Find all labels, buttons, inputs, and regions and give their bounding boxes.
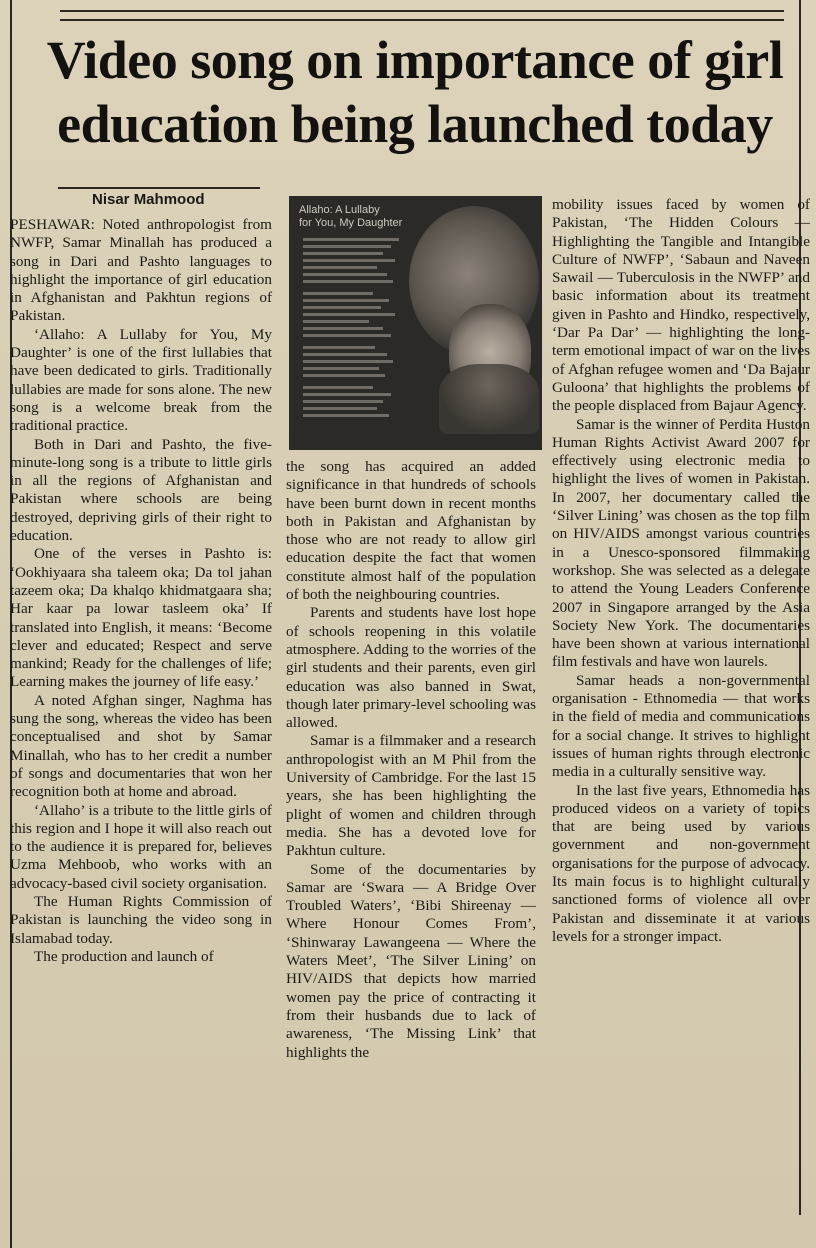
lyric-text-line bbox=[303, 252, 383, 255]
photo-caption-line-1: Allaho: A Lullaby bbox=[299, 204, 380, 216]
lyric-text-line bbox=[303, 393, 391, 396]
lyric-text-line bbox=[303, 273, 387, 276]
byline: Nisar Mahmood bbox=[92, 191, 205, 208]
lyric-text-line bbox=[303, 346, 375, 349]
paragraph: The Human Rights Commission of Pakistan is launching the video song in Islamabad today. bbox=[10, 892, 272, 947]
paragraph: Some of the documentaries by Samar are ‘Swara — A Bridge Over Troubled Waters’, ‘Bibi Shireenay — Where Honour Comes From’, ‘Shinwaray Lawangeena — Where the Waters Meet’, ‘The Silver Lining’ on HIV/AIDS that depicts how married women pay the price of contracting it from their husbands due to lack of awareness, ‘The Missing Link’ that highlights the bbox=[286, 860, 536, 1061]
lyric-text-line bbox=[303, 334, 391, 337]
lyric-text-line bbox=[303, 367, 379, 370]
lyric-text-line bbox=[303, 299, 389, 302]
article-photo bbox=[289, 196, 542, 450]
photo-caption bbox=[299, 204, 402, 230]
lyric-text-line bbox=[303, 292, 373, 295]
lyric-text-line bbox=[303, 407, 377, 410]
lyric-text-line bbox=[303, 238, 399, 241]
paragraph: Samar heads a non-governmental organisation - Ethnomedia — that works in the field of media and communications for a social change. It strives to highlight issues of human rights through electronic media in a culturally sensitive way. bbox=[552, 671, 810, 781]
paragraph: Parents and students have lost hope of schools reopening in this volatile atmosphere. Adding to the worries of the girl students and their parents, even girl education was also banned in Swat, though later primary-level schooling was allowed. bbox=[286, 604, 536, 732]
paragraph: A noted Afghan singer, Naghma has sung the song, whereas the video has been conceptualised and shot by Samar Minallah, who has to her credit a number of songs and documentaries that won her recognition both at home and abroad. bbox=[10, 691, 272, 801]
paragraph: the song has acquired an added significance in that hundreds of schools have been burnt down in recent months both in Pakistan and Afghanistan by those who are not ready to allow girl education despite the fact that women constitute almost half of the population of both the neighbouring countries. bbox=[286, 458, 536, 604]
lyric-text-line bbox=[303, 306, 381, 309]
paragraph: ‘Allaho: A Lullaby for You, My Daughter’ is one of the first lullabies that have been dedicated to girls. Traditionally lullabies are made for sons alone. The new song is a welcome break from the traditional practice. bbox=[10, 325, 272, 435]
lyric-text-line bbox=[303, 360, 393, 363]
top-rule bbox=[60, 10, 784, 12]
lyric-text-line bbox=[303, 259, 395, 262]
lyric-text-line bbox=[303, 414, 389, 417]
lyric-text-line bbox=[303, 353, 387, 356]
paragraph: One of the verses in Pashto is: ‘Ookhiyaara sha taleem oka; Da tol jahan tazeem oka; Da khalqo khidmatgaara sha; Har kaar pa lowar tasleem oka’ If translated into English, it means: ‘Become clever and educated; Respect and serve mankind; Ready for the challenges of life; Learning makes the journey of life easy.’ bbox=[10, 545, 272, 691]
lyric-text-line bbox=[303, 320, 369, 323]
lyric-text-line bbox=[303, 386, 373, 389]
byline-rule bbox=[58, 187, 260, 189]
paragraph: ‘Allaho’ is a tribute to the little girls of this region and I hope it will also reach out to the audience it is prepared for, believes Uzma Mehboob, who works with an advocacy-based civil society organisation. bbox=[10, 801, 272, 892]
lyric-text-line bbox=[303, 374, 385, 377]
lyric-text-line bbox=[303, 280, 393, 283]
top-rule-secondary bbox=[60, 19, 784, 21]
lyric-text-line bbox=[303, 327, 383, 330]
paragraph: Samar is a filmmaker and a research anthropologist with an M Phil from the University of Cambridge. For the last 15 years, she has been highlighting the plight of women and children through media. She has a devoted love for Pakhtun culture. bbox=[286, 732, 536, 860]
paragraph: mobility issues faced by women of Pakistan, ‘The Hidden Colours — Highlighting the Tangible and Intangible Culture of NWFP’, ‘Sabaun and Naveen Sawail — Tuberculosis in the NWFP’ and basic information about its treatment given in Pashto and Hindko, respectively, ‘Dar Pa Dar’ — highlighting the long-term emotional impact of war on the lives of Afghan refugee women and ‘Da Bajaur Guloona’ that highlights the problems of the people displaced from Bajaur Agency. bbox=[552, 196, 810, 415]
paragraph: The production and launch of bbox=[34, 947, 214, 965]
lyric-text-line bbox=[303, 245, 391, 248]
lyric-text-line bbox=[303, 313, 395, 316]
paragraph: Both in Dari and Pashto, the five-minute-long song is a tribute to little girls in all the regions of Afghanistan and Pakistan where schools are being destroyed, depriving girls of their right to education. bbox=[10, 435, 272, 545]
article-column-3 bbox=[552, 196, 810, 946]
lyric-text-line bbox=[303, 266, 377, 269]
girl-scarf-shape bbox=[439, 364, 539, 434]
article-column-2 bbox=[286, 458, 536, 1062]
photo-caption-line-2: for You, My Daughter bbox=[299, 217, 403, 229]
paragraph: In the last five years, Ethnomedia has produced videos on a variety of topics that are being used by various government and non-government organisations for the purpose of advocacy. Its main focus is to highlight culturally sanctioned forms of violence all over Pakistan and disseminate it at various levels for a stronger impact. bbox=[552, 781, 810, 945]
headline: Video song on importance of girl education being launched today bbox=[46, 30, 784, 154]
article-column-1 bbox=[10, 216, 272, 966]
paragraph: PESHAWAR: Noted anthropologist from NWFP, Samar Minallah has produced a song in Dari and Pashto languages to highlight the importance of girl education in Afghanistan and Pakhtun regions of Pakistan. bbox=[10, 216, 272, 325]
paragraph: Samar is the winner of Perdita Huston Human Rights Activist Award 2007 for effectively using electronic media to highlight the lives of women in Pakistan. In 2007, her documentary called the ‘Silver Lining’ was chosen as the top film on HIV/AIDS amongst various countries in a Unesco-sponsored filmmaking workshop. She was selected as a delegate to attend the Young Leaders Conference 2007 in Singapore arranged by the Asia Society New York. The documentaries have been shown at various international film festivals and have won laurels. bbox=[552, 415, 810, 671]
lyric-text-line bbox=[303, 400, 383, 403]
